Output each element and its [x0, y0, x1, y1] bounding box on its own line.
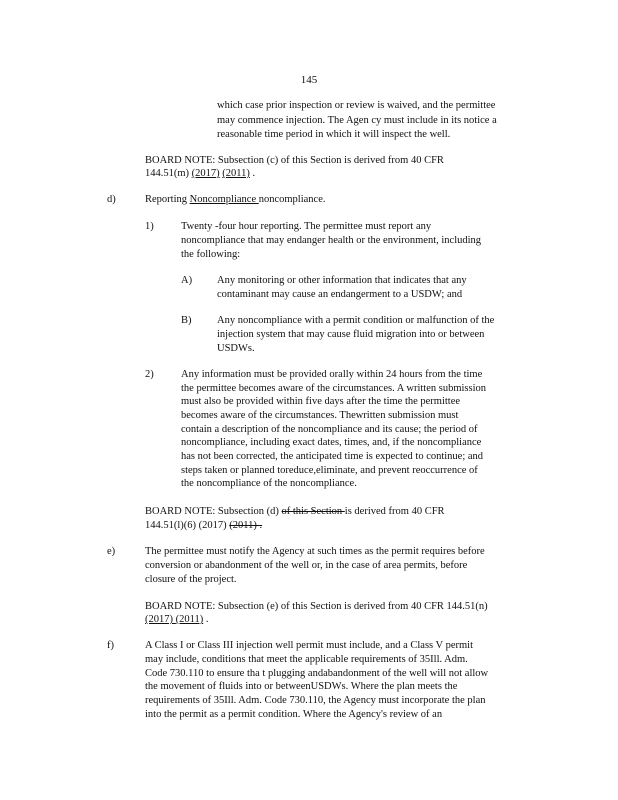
- section-d2-line-7: has not been corrected, the anticipated time is expected to continue; and: [181, 451, 484, 462]
- note-e-end: .: [203, 614, 209, 625]
- section-f-label: f): [107, 640, 114, 651]
- board-note-c-line-1: BOARD NOTE: Subsection (c) of this Section is derived from 40 CFR: [145, 155, 444, 166]
- section-f-line-2: may include, conditions that meet the applicable requirements of 35Ill. Adm.: [145, 654, 468, 665]
- continuation-line-3: reasonable time period in which it will inspect the well.: [217, 129, 451, 140]
- section-f-line-3: Code 730.110 to ensure tha t plugging andabandonment of the well will not allow: [145, 668, 489, 679]
- section-d1-label: 1): [145, 221, 154, 232]
- section-d-heading-start: Reporting: [145, 194, 190, 205]
- section-dA-label: A): [181, 275, 193, 286]
- board-note-e-line-1: BOARD NOTE: Subsection (e) of this Section is derived from 40 CFR 144.51(n): [145, 601, 488, 612]
- note-c-cite: 144.51(m): [145, 168, 192, 179]
- section-d2-line-9: the noncompliance of the noncompliance.: [181, 478, 357, 489]
- section-dB-line-3: USDWs.: [217, 343, 255, 354]
- note-c-old-year: (2011): [222, 168, 250, 179]
- section-dA-line-1: Any monitoring or other information that indicates that any: [217, 275, 467, 286]
- section-d2-line-2: the permittee becomes aware of the circumstances. A written submission: [181, 383, 486, 394]
- section-f-line-5: requirements of 35Ill. Adm. Code 730.110, the Agency must incorporate the plan: [145, 695, 486, 706]
- board-note-e-line-2: [145, 614, 208, 627]
- section-dB-label: B): [181, 315, 192, 326]
- note-c-inserted-year: (2017): [191, 168, 220, 179]
- section-d1-line-3: the following:: [181, 249, 241, 260]
- note-d-start: BOARD NOTE: Subsection (d): [145, 506, 282, 517]
- section-dB-line-2: injection system that may cause fluid migration into or between: [217, 329, 485, 340]
- section-d-heading-end: noncompliance.: [258, 194, 326, 205]
- note-e-inserted-year: (2017): [145, 614, 176, 625]
- section-d-label: d): [107, 194, 116, 205]
- section-d2-label: 2): [145, 369, 154, 380]
- section-d1-line-2: noncompliance that may endanger health or the environment, including: [181, 235, 482, 246]
- section-d2-line-6: noncompliance, including exact dates, times, and, if the noncompliance: [181, 437, 482, 448]
- note-d-cite: 144.51(l)(6) (2017): [145, 520, 230, 531]
- note-d-struck-year: (2011) .: [229, 520, 263, 531]
- section-f-line-4: the movement of fluids into or betweenUSDWs. Where the plan meets the: [145, 681, 458, 692]
- section-d2-line-5: contain a description of the noncompliance and its cause; the period of: [181, 424, 478, 435]
- section-d1-line-1: Twenty -four hour reporting. The permittee must report any: [181, 221, 432, 232]
- board-note-d-line-2: [145, 520, 262, 533]
- section-d2-line-8: steps taken or planned toreduce,eliminate, and prevent reoccurrence of: [181, 465, 478, 476]
- board-note-c-line-2: [145, 168, 255, 181]
- section-f-line-1: A Class I or Class III injection well permit must include, and a Class V permit: [145, 640, 473, 651]
- section-d-heading: [145, 194, 326, 207]
- board-note-d-line-1: [145, 506, 445, 519]
- section-e-line-1: The permittee must notify the Agency at such times as the permit requires before: [145, 546, 485, 557]
- section-f-line-6: into the permit as a permit condition. Where the Agency's review of an: [145, 709, 443, 720]
- continuation-line-1: which case prior inspection or review is waived, and the permittee: [217, 100, 496, 111]
- section-d2-line-4: becomes aware of the circumstances. Thewritten submission must: [181, 410, 459, 421]
- section-e-line-3: closure of the project.: [145, 574, 237, 585]
- note-d-end: is derived from 40 CFR: [344, 506, 445, 517]
- section-d-heading-inserted: Noncompliance: [189, 194, 257, 205]
- note-e-old-year: (2011): [175, 614, 204, 625]
- note-c-end: .: [249, 168, 256, 179]
- page-number: 145: [300, 74, 318, 86]
- section-dB-line-1: Any noncompliance with a permit condition or malfunction of the: [217, 315, 495, 326]
- section-d2-line-1: Any information must be provided orally within 24 hours from the time: [181, 369, 483, 380]
- section-dA-line-2: contaminant may cause an endangerment to a USDW; and: [217, 289, 463, 300]
- section-d2-line-3: must also be provided within five days after the time the permittee: [181, 396, 461, 407]
- note-d-struck-phrase: of this Section: [281, 506, 345, 517]
- section-e-line-2: conversion or abandonment of the well or, in the case of area permits, before: [145, 560, 468, 571]
- continuation-line-2: may commence injection. The Agen cy must include in its notice a: [217, 115, 497, 126]
- section-e-label: e): [107, 546, 116, 557]
